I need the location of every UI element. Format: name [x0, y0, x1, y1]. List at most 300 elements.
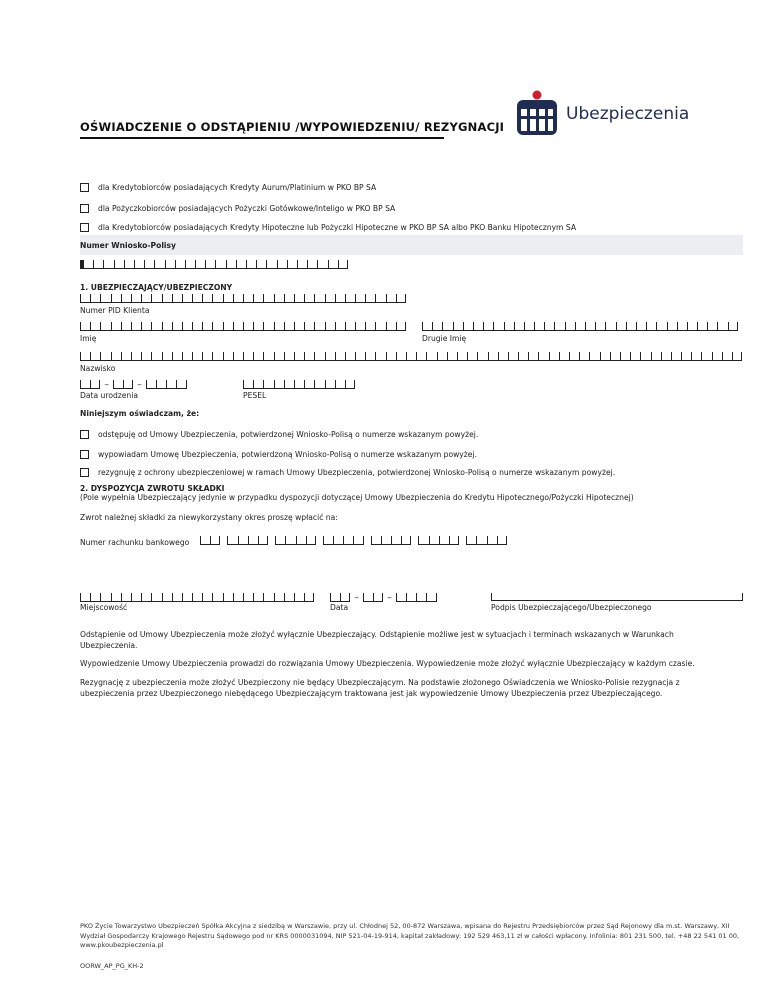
input-cell[interactable]	[732, 352, 742, 360]
input-cell[interactable]	[483, 322, 493, 330]
input-cell[interactable]	[457, 352, 467, 360]
input-cell[interactable]	[373, 593, 383, 601]
input-cell[interactable]	[391, 536, 401, 544]
input-cell[interactable]	[508, 352, 518, 360]
input-cell[interactable]	[294, 294, 304, 302]
input-cell[interactable]	[284, 294, 294, 302]
input-cell[interactable]	[453, 322, 463, 330]
input-cell[interactable]	[294, 352, 304, 360]
input-cell[interactable]	[449, 536, 459, 544]
input-cell[interactable]	[195, 260, 205, 268]
input-cell[interactable]	[514, 322, 524, 330]
input-cell[interactable]	[667, 322, 677, 330]
input-cell[interactable]	[233, 593, 243, 601]
input-cell[interactable]	[375, 322, 385, 330]
checkbox[interactable]	[80, 204, 89, 213]
input-cell[interactable]	[304, 593, 314, 601]
input-cell[interactable]	[418, 536, 428, 544]
input-cell[interactable]	[248, 536, 258, 544]
input-cell[interactable]	[100, 294, 110, 302]
input-cell[interactable]	[335, 380, 345, 388]
input-cell[interactable]	[712, 352, 722, 360]
input-cell[interactable]	[151, 593, 161, 601]
input-cell[interactable]	[274, 322, 284, 330]
input-cell[interactable]	[131, 322, 141, 330]
input-cell[interactable]	[569, 352, 579, 360]
input-cell[interactable]	[600, 352, 610, 360]
input-cell[interactable]	[182, 322, 192, 330]
input-cell[interactable]	[212, 294, 222, 302]
input-cell[interactable]	[365, 294, 375, 302]
input-cell[interactable]	[172, 294, 182, 302]
input-cell[interactable]	[355, 294, 365, 302]
input-cell[interactable]	[355, 352, 365, 360]
input-cell[interactable]	[227, 536, 237, 544]
policy-band	[80, 235, 743, 255]
section2-subtitle: (Pole wypełnia Ubezpieczający jedynie w przypadku dyspozycji dotyczącej Umowy Ubezpieczenia do Kredytu Hipotecznego/Pożyczki Hipotecznej)	[80, 493, 634, 502]
input-cell[interactable]	[274, 380, 284, 388]
input-cell[interactable]	[111, 294, 121, 302]
input-cell[interactable]	[345, 380, 355, 388]
input-cell[interactable]	[131, 352, 141, 360]
input-cell[interactable]	[121, 593, 131, 601]
input-cell[interactable]	[437, 352, 447, 360]
input-cell[interactable]	[386, 322, 396, 330]
input-cell[interactable]	[253, 593, 263, 601]
input-cell[interactable]	[141, 593, 151, 601]
input-cell[interactable]	[323, 536, 333, 544]
input-cell[interactable]	[477, 352, 487, 360]
input-cell[interactable]	[162, 593, 172, 601]
input-cell[interactable]	[253, 380, 263, 388]
input-cell[interactable]	[146, 380, 156, 388]
input-cell[interactable]	[285, 536, 295, 544]
input-cell[interactable]	[636, 322, 646, 330]
input-cell[interactable]	[274, 294, 284, 302]
input-cell[interactable]	[549, 352, 559, 360]
input-cell[interactable]	[439, 536, 449, 544]
input-cell[interactable]	[585, 322, 595, 330]
input-cell[interactable]	[202, 352, 212, 360]
input-cell[interactable]	[504, 322, 514, 330]
input-cell[interactable]	[172, 322, 182, 330]
input-cell[interactable]	[80, 593, 90, 601]
input-cell[interactable]	[381, 536, 391, 544]
input-cell[interactable]	[518, 352, 528, 360]
input-cell[interactable]	[154, 260, 164, 268]
input-cell[interactable]	[304, 380, 314, 388]
input-cell[interactable]	[681, 352, 691, 360]
input-cell[interactable]	[294, 593, 304, 601]
input-cell[interactable]	[691, 352, 701, 360]
input-cell[interactable]	[661, 352, 671, 360]
input-cell[interactable]	[554, 322, 564, 330]
input-cell[interactable]	[151, 322, 161, 330]
input-cell[interactable]	[651, 352, 661, 360]
declaration-wypowiedzenie[interactable]	[80, 450, 477, 459]
input-cell[interactable]	[233, 352, 243, 360]
input-cell[interactable]	[447, 352, 457, 360]
input-cell[interactable]	[426, 352, 436, 360]
input-cell[interactable]	[416, 593, 426, 601]
input-cell[interactable]	[263, 352, 273, 360]
input-cell[interactable]	[223, 352, 233, 360]
surname-label: Nazwisko	[80, 364, 116, 373]
input-cell[interactable]	[284, 380, 294, 388]
input-cell[interactable]	[687, 322, 697, 330]
input-cell[interactable]	[123, 380, 133, 388]
page-title: OŚWIADCZENIE O ODSTĄPIENIU /WYPOWIEDZENIU/ REZYGNACJI	[80, 120, 444, 139]
input-cell[interactable]	[375, 294, 385, 302]
input-cell[interactable]	[317, 260, 327, 268]
footer-text: PKO Życie Towarzystwo Ubezpieczeń Spółka Akcyjna z siedzibą w Warszawie, przy ul. Chłodnej 52, 00-872 Warszawa, wpisana do Rejestru Przedsiębiorców przez Sąd Rejonowy dla m.st. Warszawy, XII Wydział Gospodarczy Krajowego Rejestru Sądowego pod nr KRS 0000031094, NIP 521-04-19-914, kapitał zakładowy: 192 529 463,11 zł w całości wpłacony. Infolinia: 801 231 500, tel. +48 22 541 01 00, www.pkoubezpieczenia.pl	[80, 922, 740, 949]
input-cell[interactable]	[335, 322, 345, 330]
input-cell[interactable]	[345, 322, 355, 330]
pesel-input[interactable]	[243, 380, 355, 389]
input-cell[interactable]	[422, 322, 432, 330]
input-cell[interactable]	[243, 380, 253, 388]
pesel-label: PESEL	[243, 391, 267, 400]
input-cell[interactable]	[131, 294, 141, 302]
input-cell[interactable]	[80, 294, 90, 302]
input-cell[interactable]	[640, 352, 650, 360]
input-cell[interactable]	[111, 322, 121, 330]
input-cell[interactable]	[263, 322, 273, 330]
input-cell[interactable]	[620, 352, 630, 360]
input-cell[interactable]	[212, 322, 222, 330]
date-input[interactable]: – –	[330, 593, 437, 602]
input-cell[interactable]	[156, 380, 166, 388]
input-cell[interactable]	[100, 322, 110, 330]
input-cell[interactable]	[304, 322, 314, 330]
input-cell[interactable]	[396, 322, 406, 330]
input-cell[interactable]	[294, 322, 304, 330]
input-cell[interactable]	[701, 352, 711, 360]
input-cell[interactable]	[707, 322, 717, 330]
birth-date-label: Data urodzenia	[80, 391, 139, 400]
input-cell[interactable]	[325, 380, 335, 388]
input-cell[interactable]	[223, 593, 233, 601]
input-cell[interactable]	[416, 352, 426, 360]
input-cell[interactable]	[185, 260, 195, 268]
input-cell[interactable]	[429, 536, 439, 544]
input-cell[interactable]	[467, 352, 477, 360]
input-cell[interactable]	[100, 593, 110, 601]
input-cell[interactable]	[134, 260, 144, 268]
input-cell[interactable]	[175, 260, 185, 268]
declaration-rezygnacja[interactable]	[80, 468, 615, 477]
input-cell[interactable]	[243, 593, 253, 601]
input-cell[interactable]	[304, 294, 314, 302]
input-cell[interactable]	[111, 352, 121, 360]
input-cell[interactable]	[314, 322, 324, 330]
input-cell[interactable]	[215, 260, 225, 268]
input-cell[interactable]	[365, 352, 375, 360]
input-cell[interactable]	[722, 352, 732, 360]
input-cell[interactable]	[192, 593, 202, 601]
input-cell[interactable]	[616, 322, 626, 330]
input-cell[interactable]	[671, 352, 681, 360]
input-cell[interactable]	[182, 294, 192, 302]
input-cell[interactable]	[90, 294, 100, 302]
checkbox[interactable]	[80, 183, 89, 192]
input-cell[interactable]	[131, 593, 141, 601]
input-cell[interactable]	[162, 352, 172, 360]
input-cell[interactable]	[386, 294, 396, 302]
input-cell[interactable]	[304, 352, 314, 360]
pid-input[interactable]	[80, 294, 406, 303]
input-cell[interactable]	[121, 294, 131, 302]
input-cell[interactable]	[386, 352, 396, 360]
input-cell[interactable]	[396, 352, 406, 360]
input-cell[interactable]	[100, 352, 110, 360]
input-cell[interactable]	[595, 322, 605, 330]
input-cell[interactable]	[210, 536, 220, 544]
input-cell[interactable]	[93, 260, 103, 268]
input-cell[interactable]	[233, 322, 243, 330]
input-cell[interactable]	[325, 322, 335, 330]
input-cell[interactable]	[314, 380, 324, 388]
input-cell[interactable]	[314, 294, 324, 302]
input-cell[interactable]	[728, 322, 738, 330]
input-cell[interactable]	[226, 260, 236, 268]
input-cell[interactable]	[406, 593, 416, 601]
input-cell[interactable]	[338, 260, 348, 268]
refund-text: Zwrot należnej składki za niewykorzystany okres proszę wpłacić na:	[80, 513, 338, 522]
input-cell[interactable]	[307, 260, 317, 268]
input-cell[interactable]	[172, 593, 182, 601]
input-cell[interactable]	[141, 322, 151, 330]
input-cell[interactable]	[263, 294, 273, 302]
input-cell[interactable]	[80, 352, 90, 360]
input-cell[interactable]	[325, 294, 335, 302]
input-cell[interactable]	[396, 593, 406, 601]
birth-date-input[interactable]: – –	[80, 380, 187, 389]
input-cell[interactable]	[498, 352, 508, 360]
input-cell[interactable]	[544, 322, 554, 330]
input-cell[interactable]	[80, 322, 90, 330]
input-cell[interactable]	[111, 593, 121, 601]
input-cell[interactable]	[473, 322, 483, 330]
input-cell[interactable]	[325, 352, 335, 360]
input-cell[interactable]	[426, 593, 436, 601]
input-cell[interactable]	[534, 322, 544, 330]
input-cell[interactable]	[202, 322, 212, 330]
input-cell[interactable]	[488, 352, 498, 360]
input-cell[interactable]	[335, 294, 345, 302]
option-hipoteczne[interactable]	[80, 223, 576, 232]
input-cell[interactable]	[113, 380, 123, 388]
input-cell[interactable]	[297, 260, 307, 268]
input-cell[interactable]	[166, 380, 176, 388]
input-cell[interactable]	[345, 352, 355, 360]
input-cell[interactable]	[151, 352, 161, 360]
input-cell[interactable]	[90, 380, 100, 388]
input-cell[interactable]	[559, 352, 569, 360]
input-cell[interactable]	[287, 260, 297, 268]
input-cell[interactable]	[345, 294, 355, 302]
pko-logo-icon	[516, 90, 558, 136]
checkbox[interactable]	[80, 430, 89, 439]
input-cell[interactable]	[575, 322, 585, 330]
signature-field[interactable]	[491, 593, 743, 601]
input-cell[interactable]	[83, 260, 93, 268]
input-cell[interactable]	[212, 352, 222, 360]
declaration-intro: Niniejszym oświadczam, że:	[80, 409, 200, 418]
input-cell[interactable]	[294, 380, 304, 388]
input-cell[interactable]	[103, 260, 113, 268]
input-cell[interactable]	[202, 294, 212, 302]
input-cell[interactable]	[589, 352, 599, 360]
input-cell[interactable]	[141, 294, 151, 302]
input-cell[interactable]	[343, 536, 353, 544]
input-cell[interactable]	[121, 322, 131, 330]
input-cell[interactable]	[538, 352, 548, 360]
surname-input[interactable]	[80, 352, 742, 361]
input-cell[interactable]	[371, 536, 381, 544]
input-cell[interactable]	[487, 536, 497, 544]
declaration-odstapienie[interactable]	[80, 430, 478, 439]
input-cell[interactable]	[172, 352, 182, 360]
input-cell[interactable]	[284, 352, 294, 360]
input-cell[interactable]	[253, 322, 263, 330]
input-cell[interactable]	[121, 352, 131, 360]
input-cell[interactable]	[284, 593, 294, 601]
input-cell[interactable]	[256, 260, 266, 268]
input-cell[interactable]	[365, 322, 375, 330]
input-cell[interactable]	[717, 322, 727, 330]
input-cell[interactable]	[284, 322, 294, 330]
input-cell[interactable]	[330, 593, 340, 601]
input-cell[interactable]	[192, 294, 202, 302]
input-cell[interactable]	[144, 260, 154, 268]
input-cell[interactable]	[656, 322, 666, 330]
option-aurum[interactable]	[80, 183, 376, 192]
input-cell[interactable]	[162, 322, 172, 330]
input-cell[interactable]	[335, 352, 345, 360]
input-cell[interactable]	[182, 352, 192, 360]
input-cell[interactable]	[355, 322, 365, 330]
input-cell[interactable]	[258, 536, 268, 544]
first-name-input[interactable]	[80, 322, 406, 331]
policy-label: Numer Wniosko-Polisy	[80, 241, 177, 250]
input-cell[interactable]	[363, 593, 373, 601]
input-cell[interactable]	[275, 536, 285, 544]
checkbox[interactable]	[80, 223, 89, 232]
input-cell[interactable]	[579, 352, 589, 360]
input-cell[interactable]	[274, 352, 284, 360]
input-cell[interactable]	[333, 536, 343, 544]
input-cell[interactable]	[243, 352, 253, 360]
input-cell[interactable]	[165, 260, 175, 268]
input-cell[interactable]	[697, 322, 707, 330]
signature-label: Podpis Ubezpieczającego/Ubezpieczonego	[491, 603, 652, 612]
input-cell[interactable]	[277, 260, 287, 268]
input-cell[interactable]	[253, 352, 263, 360]
input-cell[interactable]	[233, 294, 243, 302]
input-cell[interactable]	[524, 322, 534, 330]
input-cell[interactable]	[238, 536, 248, 544]
second-name-input[interactable]	[422, 322, 738, 331]
input-cell[interactable]	[274, 593, 284, 601]
input-cell[interactable]	[396, 294, 406, 302]
input-cell[interactable]	[182, 593, 192, 601]
input-cell[interactable]	[306, 536, 316, 544]
input-cell[interactable]	[432, 322, 442, 330]
input-cell[interactable]	[124, 260, 134, 268]
input-cell[interactable]	[630, 352, 640, 360]
input-cell[interactable]	[246, 260, 256, 268]
input-cell[interactable]	[192, 322, 202, 330]
input-cell[interactable]	[497, 536, 507, 544]
input-cell[interactable]	[353, 536, 363, 544]
option-pozyczki[interactable]	[80, 204, 395, 213]
input-cell[interactable]	[253, 294, 263, 302]
input-cell[interactable]	[192, 352, 202, 360]
input-cell[interactable]	[80, 380, 90, 388]
input-cell[interactable]	[328, 260, 338, 268]
input-cell[interactable]	[200, 536, 210, 544]
input-cell[interactable]	[565, 322, 575, 330]
input-cell[interactable]	[677, 322, 687, 330]
declaration-label: odstępuję od Umowy Ubezpieczenia, potwierdzonej Wniosko-Polisą o numerze wskazanym powyżej.	[98, 430, 479, 439]
input-cell[interactable]	[442, 322, 452, 330]
place-input[interactable]	[80, 593, 314, 602]
input-cell[interactable]	[205, 260, 215, 268]
checkbox[interactable]	[80, 468, 89, 477]
input-cell[interactable]	[114, 260, 124, 268]
policy-number-input[interactable]	[83, 260, 348, 269]
input-cell[interactable]	[202, 593, 212, 601]
input-cell[interactable]	[263, 593, 273, 601]
input-cell[interactable]	[223, 294, 233, 302]
input-cell[interactable]	[296, 536, 306, 544]
input-cell[interactable]	[406, 352, 416, 360]
input-cell[interactable]	[236, 260, 246, 268]
input-cell[interactable]	[476, 536, 486, 544]
input-cell[interactable]	[162, 294, 172, 302]
input-cell[interactable]	[528, 352, 538, 360]
input-cell[interactable]	[626, 322, 636, 330]
input-cell[interactable]	[90, 593, 100, 601]
checkbox[interactable]	[80, 450, 89, 459]
input-cell[interactable]	[463, 322, 473, 330]
input-cell[interactable]	[266, 260, 276, 268]
input-cell[interactable]	[176, 380, 186, 388]
input-cell[interactable]	[212, 593, 222, 601]
input-cell[interactable]	[263, 380, 273, 388]
input-cell[interactable]	[401, 536, 411, 544]
input-cell[interactable]	[466, 536, 476, 544]
input-cell[interactable]	[340, 593, 350, 601]
account-number-input[interactable]	[200, 536, 507, 545]
input-cell[interactable]	[610, 352, 620, 360]
input-cell[interactable]	[243, 322, 253, 330]
input-cell[interactable]	[223, 322, 233, 330]
input-cell[interactable]	[605, 322, 615, 330]
input-cell[interactable]	[493, 322, 503, 330]
input-cell[interactable]	[141, 352, 151, 360]
input-cell[interactable]	[90, 352, 100, 360]
input-cell[interactable]	[646, 322, 656, 330]
input-cell[interactable]	[151, 294, 161, 302]
input-cell[interactable]	[90, 322, 100, 330]
section2-title: 2. DYSPOZYCJA ZWROTU SKŁADKI	[80, 484, 225, 493]
input-cell[interactable]	[243, 294, 253, 302]
input-cell[interactable]	[375, 352, 385, 360]
account-label: Numer rachunku bankowego	[80, 538, 190, 547]
input-cell[interactable]	[314, 352, 324, 360]
